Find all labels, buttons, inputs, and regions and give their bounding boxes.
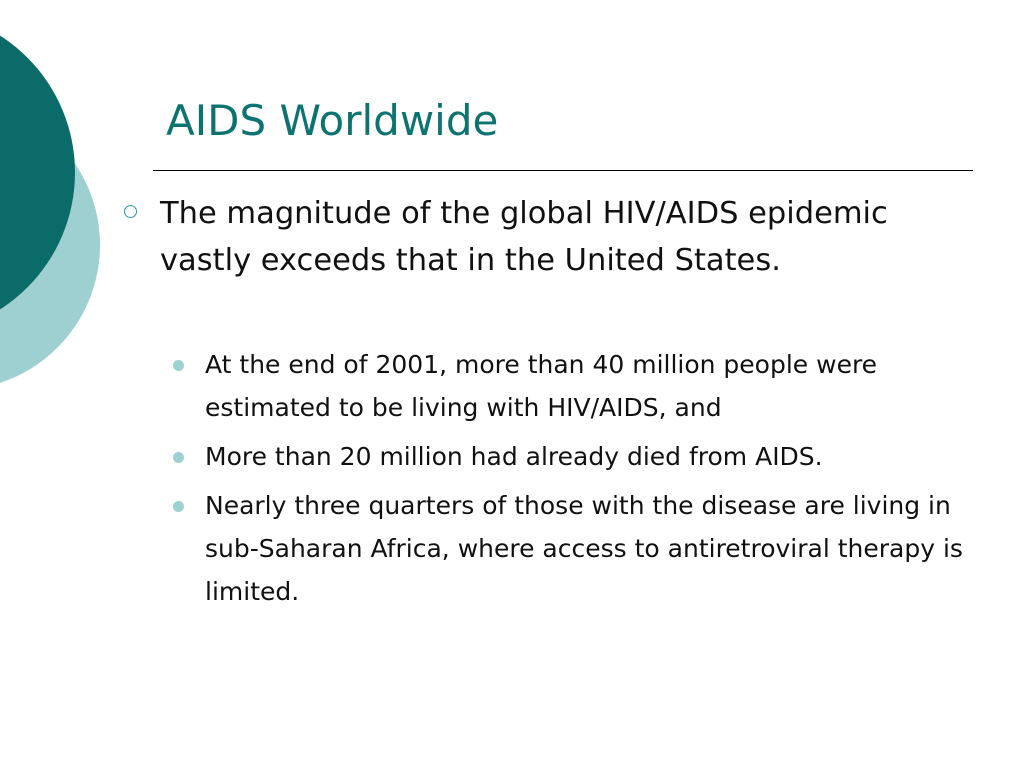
title-divider xyxy=(153,170,973,171)
sub-bullet-item xyxy=(205,435,965,478)
sub-bullet-item xyxy=(205,484,965,613)
sub-bullet-text: Nearly three quarters of those with the disease are living in sub-Saharan Africa, where access to antiretroviral therapy is limited. xyxy=(205,491,963,606)
hollow-circle-bullet-icon xyxy=(124,205,137,218)
slide-title: AIDS Worldwide xyxy=(166,96,499,145)
main-bullet-text: The magnitude of the global HIV/AIDS epidemic vastly exceeds that in the United States. xyxy=(160,196,888,278)
sub-bullet-item xyxy=(205,343,965,429)
sub-bullet-list xyxy=(205,343,965,619)
sub-bullet-text: More than 20 million had already died from AIDS. xyxy=(205,442,823,471)
filled-circle-bullet-icon xyxy=(173,501,184,512)
filled-circle-bullet-icon xyxy=(173,360,184,371)
sub-bullet-text: At the end of 2001, more than 40 million people were estimated to be living with HIV/AIDS, and xyxy=(205,350,878,422)
filled-circle-bullet-icon xyxy=(173,452,184,463)
